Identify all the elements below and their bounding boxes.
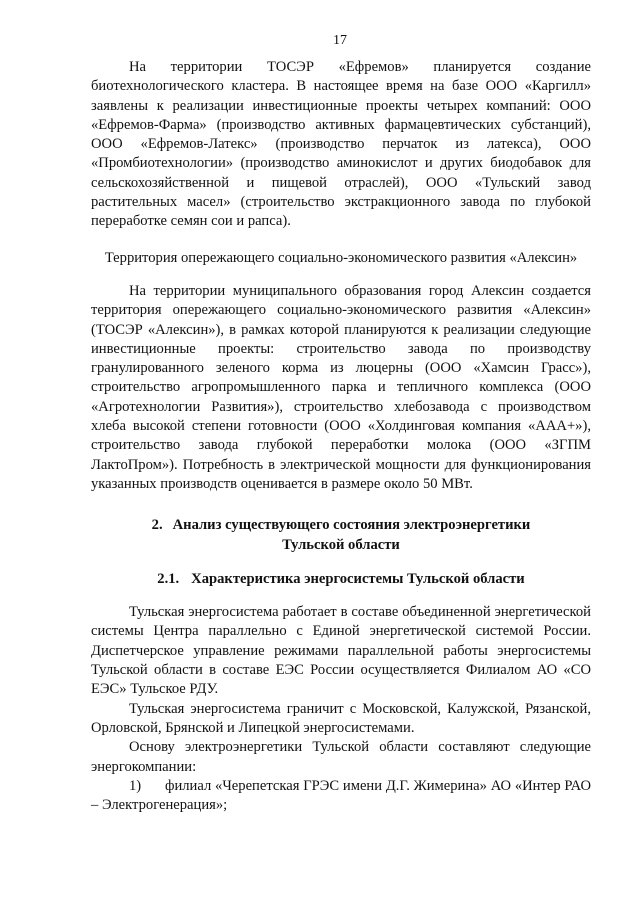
subtitle-aleksin: Территория опережающего социально-экономического развития «Алексин» [104,249,578,266]
subsection-title: Характеристика энергосистемы Тульской области [191,570,525,587]
paragraph-companies-intro: Основу электроэнергетики Тульской области составляют следующие энергокомпании: [91,739,591,775]
list-item-number: 1) [129,777,142,794]
section-title-line2: Тульской области [282,536,400,553]
list-item-text: филиал «Черепетская ГРЭС имени Д.Г. Жимерина» АО «Интер РАО – Электрогенерация»; [91,777,591,814]
page-content [91,58,591,815]
paragraph-energy-system: Тульская энергосистема работает в составе объединенной энергетической системы Центра параллельно с Единой энергетической системой России. Диспетчерское управление режимами параллельной работы энергосистемы Тульской области в составе ЕЭС России осуществляется Филиалом АО «СО ЕЭС» Тульское РДУ. [91,604,591,698]
list-item [91,777,591,816]
page-number: 17 [333,33,347,48]
section-title-line1: Анализ существующего состояния электроэнергетики [172,517,531,534]
subsection-heading [91,570,591,589]
paragraph-efremov: На территории ТОСЭР «Ефремов» планируется создание биотехнологического кластера. В настоящее время на базе ООО «Каргилл» заявлены к реализации инвестиционные проекты четырех компаний: ООО «Ефремов-Фарма» (производство активных фармацевтических субстанций), ООО «Ефремов-Латекс» (производство перчаток из латекса), ООО «Промбиотехнологии» (производство аминокислот и других биодобавок для сельскохозяйственной и пищевой отраслей), ООО «Тульский завод растительных масел» (строительство экстракционного завода по глубокой переработке семян сои и рапса). [91,59,591,230]
section-heading [91,516,591,555]
scan-artifact [74,862,80,865]
paragraph-neighbors: Тульская энергосистема граничит с Московской, Калужской, Рязанской, Орловской, Брянской и Липецкой энергосистемами. [91,700,591,736]
section-number: 2. [151,517,163,534]
subsection-number: 2.1. [157,570,180,587]
section-heading-line1 [91,516,591,535]
paragraph-aleksin: На территории муниципального образования город Алексин создается территория опережающего социально-экономического развития «Алексин» (ТОСЭР «Алексин»), в рамках которой планируются к реализации следующие инвестиционные проекты: строительство завода по производству гранулированного зеленого корма из люцерны (ООО «Хамсин Грасс»), строительство агропромышленного парка и тепличного комплекса (ООО «Агротехнологии Развития»), строительство хлебозавода с производством хлеба высокой степени готовности (ООО «Холдинговая компания «ААА+»), строительство завода глубокой переработки молока (ООО «ЗГПМ ЛактоПром»). Потребность в электрической мощности для функционирования указанных производств оценивается в размере около 50 МВт. [91,282,591,492]
